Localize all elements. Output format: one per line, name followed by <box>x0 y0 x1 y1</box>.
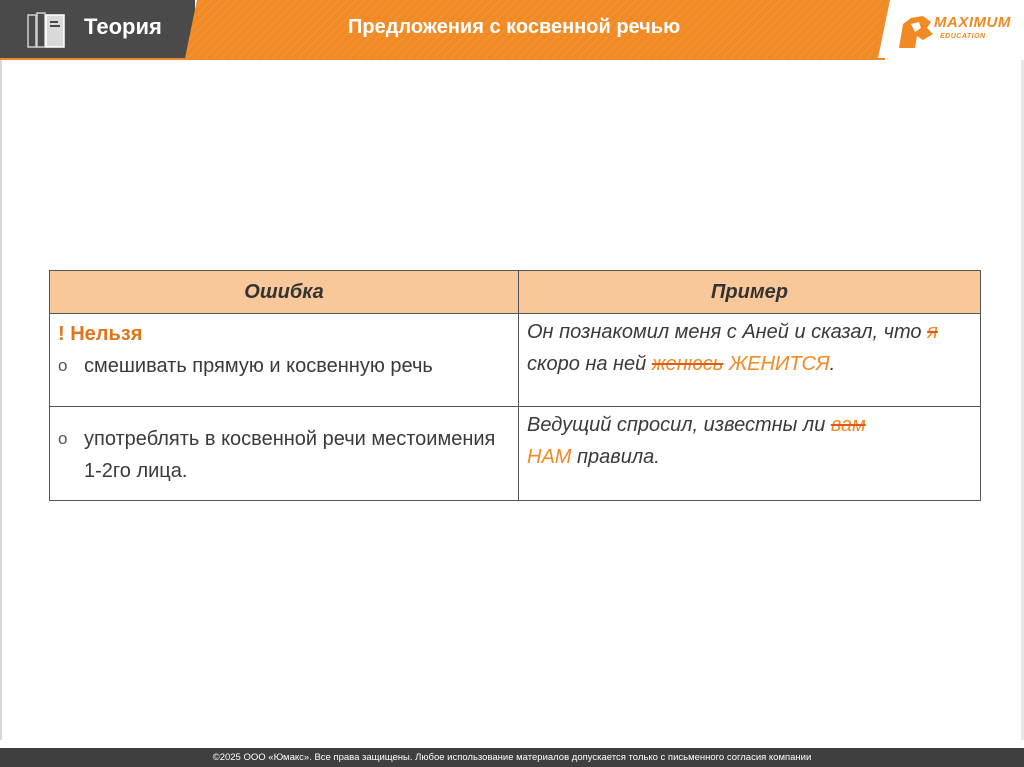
copyright-footer: ©2025 ООО «Юмакс». Все права защищены. Любое использование материалов допускается только с письменного согласия компании <box>0 748 1024 767</box>
column-header-error: Ошибка <box>50 271 519 314</box>
header-underline <box>0 58 885 60</box>
list-item <box>58 423 510 487</box>
crossed-word: вам <box>830 414 866 436</box>
column-header-example: Пример <box>519 271 981 314</box>
example-cell <box>519 314 981 407</box>
example-text: . <box>829 353 836 375</box>
table-row <box>50 314 981 407</box>
mistakes-table <box>49 270 981 501</box>
example-text: правила. <box>571 446 660 468</box>
list-item <box>58 350 510 382</box>
page-title: Предложения с косвенной речью <box>348 16 681 38</box>
warning-label: ! Нельзя <box>58 323 143 345</box>
example-cell <box>519 407 981 501</box>
corrected-word: НАМ <box>527 446 572 468</box>
table-header-row <box>50 271 981 314</box>
error-cell <box>50 314 519 407</box>
header-bar <box>0 0 1024 60</box>
rule-text: употреблять в косвенной речи местоимения 1-2го лица. <box>84 428 496 482</box>
rule-text: смешивать прямую и косвенную речь <box>84 355 433 377</box>
logo-wordmark: MAXIMUM <box>934 14 1011 31</box>
crossed-word: я <box>927 321 938 343</box>
bullet-icon: o <box>58 429 68 448</box>
logo-subtext: EDUCATION <box>940 33 986 40</box>
example-text: Он познакомил меня с Аней и сказал, что <box>527 321 928 343</box>
section-title: Теория <box>84 14 162 39</box>
example-text: Ведущий спросил, известны ли <box>527 414 831 436</box>
corrected-word: ЖЕНИТСЯ <box>728 353 830 375</box>
left-edge-line <box>0 60 2 740</box>
error-cell <box>50 407 519 501</box>
example-text: скоро на ней <box>527 353 652 375</box>
table-row <box>50 407 981 501</box>
book-icon <box>26 11 70 51</box>
crossed-word: женюсь <box>651 353 724 375</box>
bullet-icon: o <box>58 356 68 375</box>
